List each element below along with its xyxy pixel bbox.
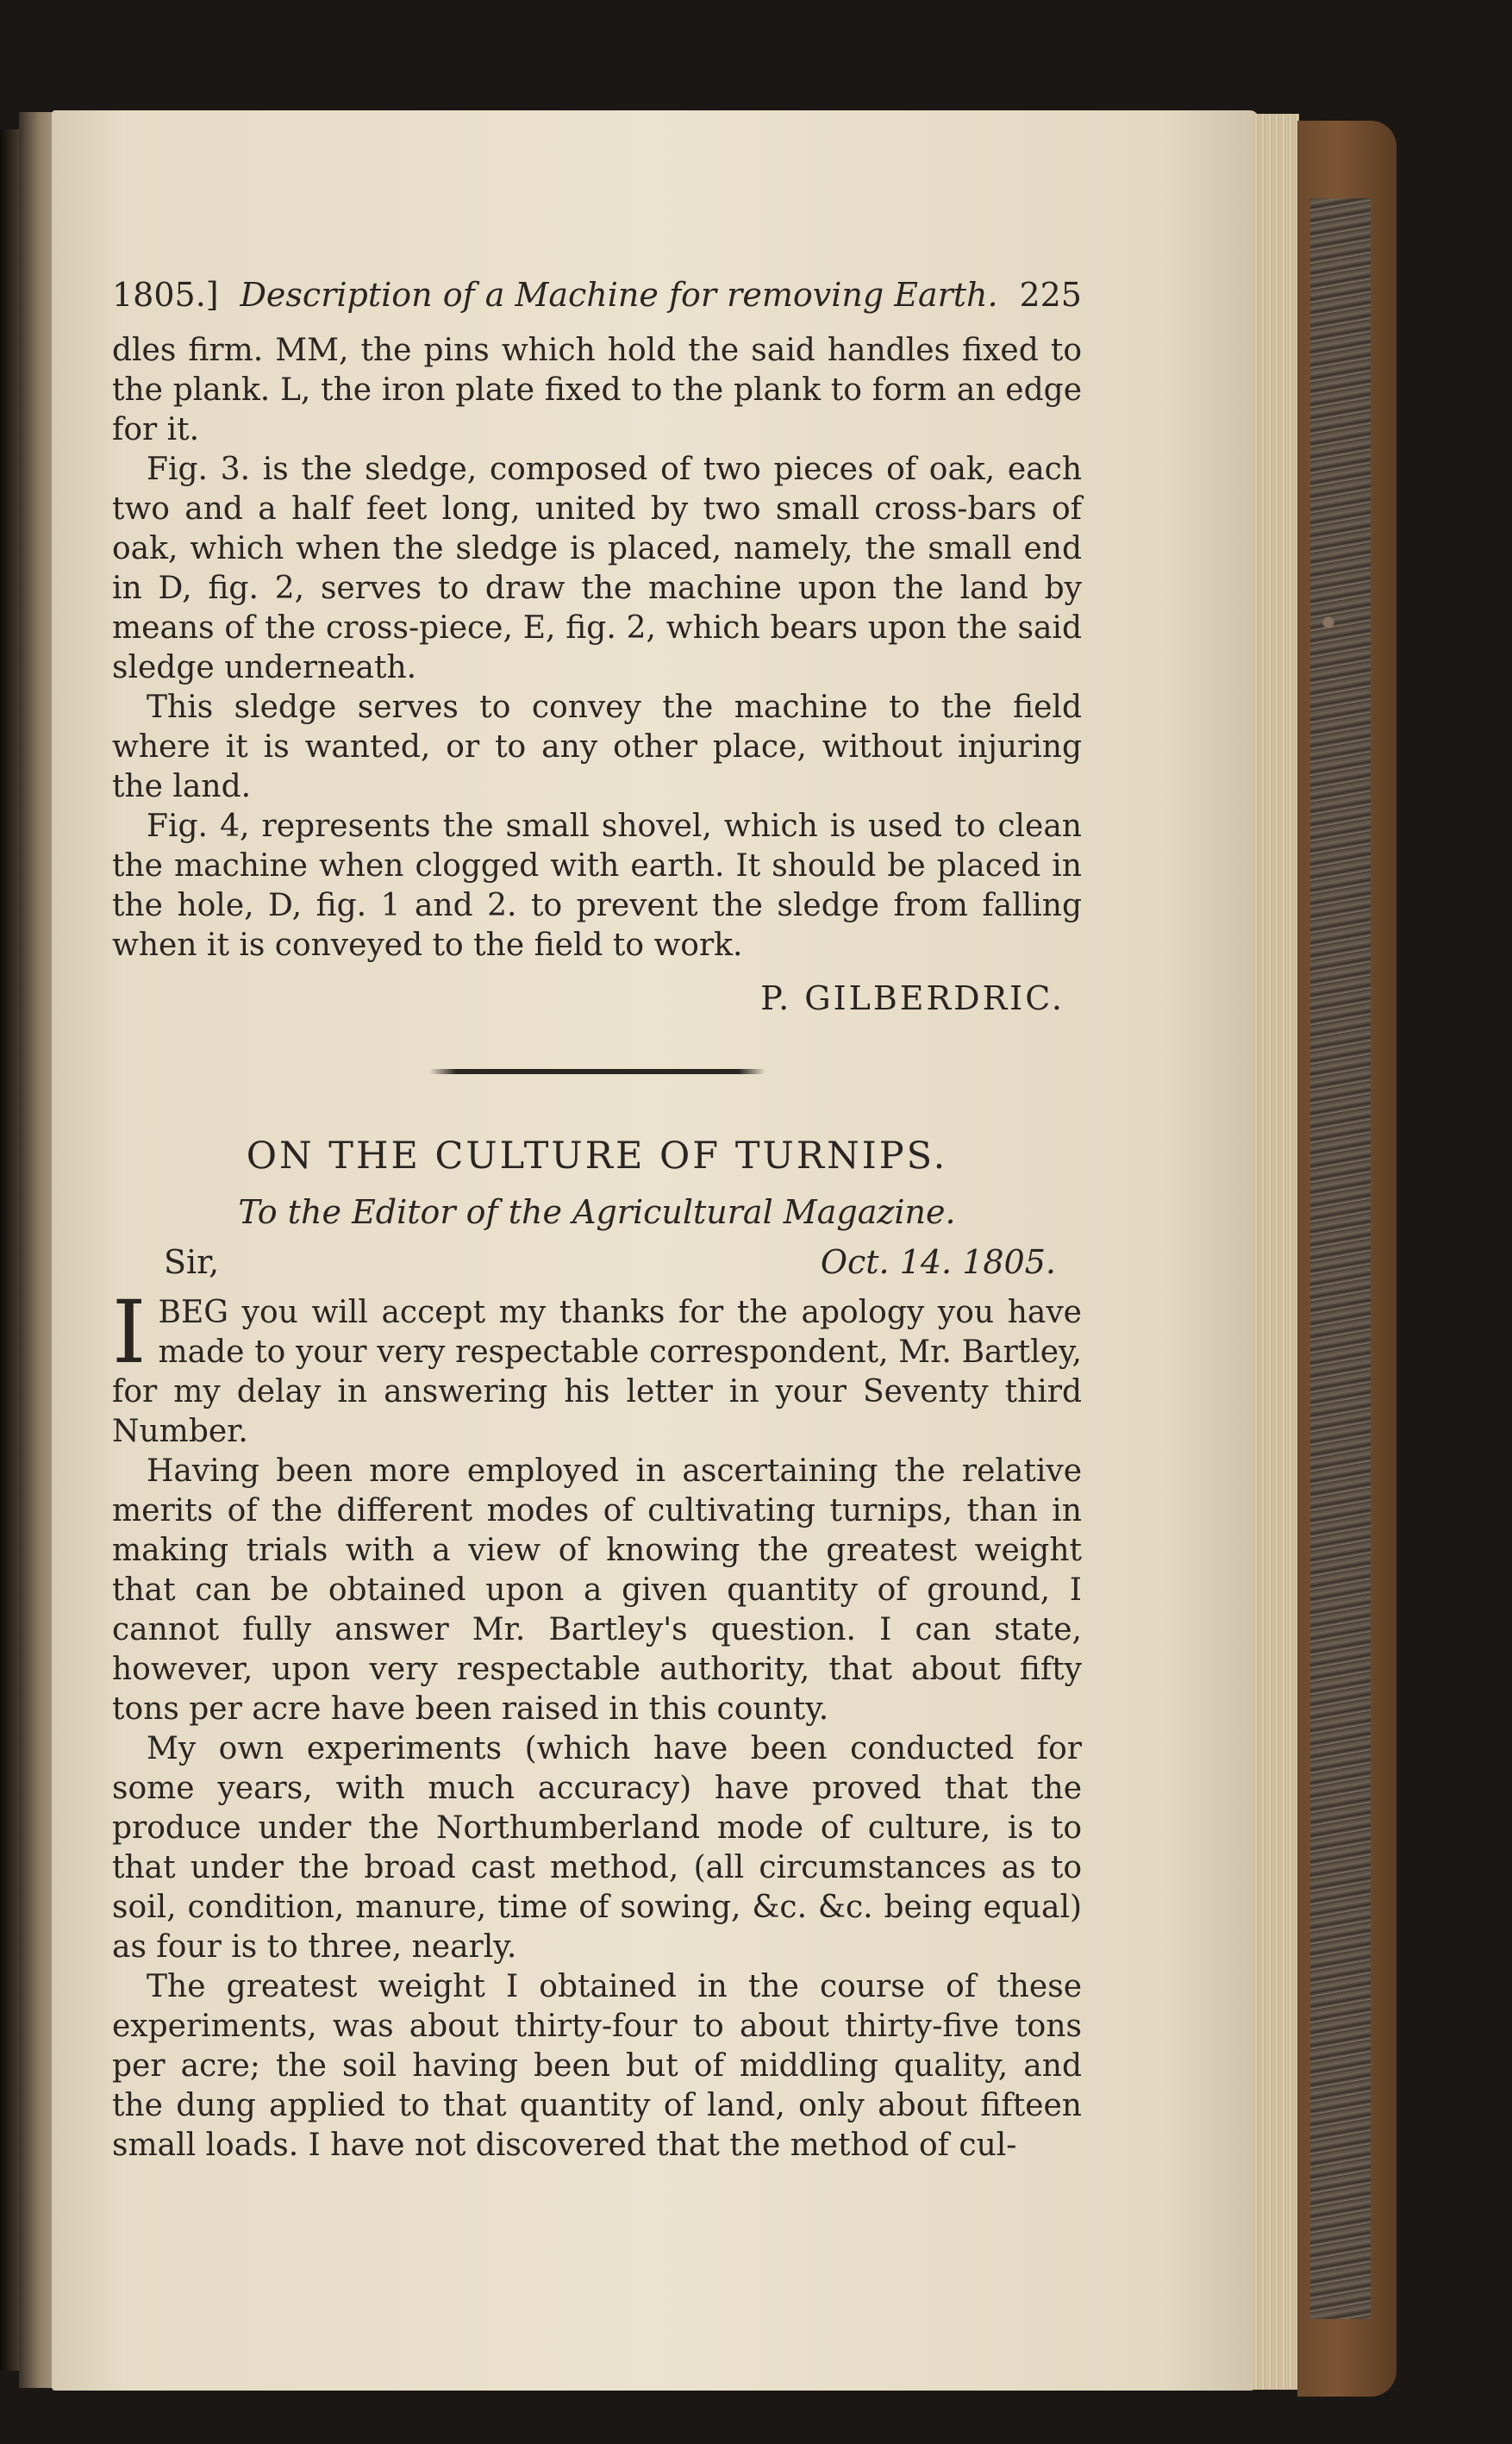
paragraph-experiments: My own experiments (which have been conducted for some years, with much accuracy) have proved that the produce under the Northumberland mode of culture, is to that under the broad cast method, (all circumstances as to soil, condition, manure, time of sowing, &c. &c. being equal) as four is to three, nearly.: [112, 1731, 1082, 1965]
running-header: [112, 276, 1082, 314]
page-number: 225: [1019, 276, 1082, 314]
page-edges: [1252, 114, 1299, 2390]
salutation: Sir,: [164, 1243, 220, 1281]
paragraph-sledge: Fig. 3. is the sledge, composed of two pieces of oak, each two and a half feet long, united by two small cross-bars of oak, which when the sledge is placed, namely, the small end in D, fig. 2, serves to draw the machine upon the land by means of the cross-piece, E, fig. 2, which bears upon the said sledge underneath.: [112, 452, 1082, 685]
paragraph-greatest-weight: The greatest weight I obtained in the course of these experiments, was about thirty-four to about thirty-five tons per acre; the soil having been but of middling quality, and the dung applied to that quantity of land, only about fifteen small loads. I have not discovered that the method of cul-: [112, 1969, 1082, 2163]
article-heading: ON THE CULTURE OF TURNIPS.: [246, 1134, 948, 1178]
paragraph-shovel: Fig. 4, represents the small shovel, which is used to clean the machine when clogged with earth. It should be placed in the hole, D, fig. 1 and 2. to prevent the sledge from falling when it is conveyed to the field to work.: [112, 809, 1082, 963]
page-content: [112, 276, 1082, 2166]
paragraph-opening: [112, 1282, 1082, 1452]
paragraph-sledge-use: This sledge serves to convey the machine to the field where it is wanted, or to any other place, without injuring the land.: [112, 690, 1082, 804]
marbled-cover-texture: [1310, 198, 1371, 2319]
opening-text: BEG you will accept my thanks for the apology you have made to your very respectable correspondent, Mr. Bartley, for my delay in answering his letter in your Seventy third Number.: [112, 1295, 1082, 1449]
drop-cap: I: [112, 1282, 147, 1383]
paragraph-relative-merits: Having been more employed in ascertaining the relative merits of the different modes of cultivating turnips, than in making trials with a view of knowing the greatest weight that can be obtained upon a given quantity of ground, I cannot fully answer Mr. Bartley's question. I can state, however, upon very respectable authority, that about fifty tons per acre have been raised in this county.: [112, 1453, 1082, 1727]
paragraph-handles: dles firm. MM, the pins which hold the said handles fixed to the plank. L, the iron plate fixed to the plank to form an edge for it.: [112, 333, 1082, 447]
header-title: Description of a Machine for removing Earth.: [240, 276, 998, 314]
article-subheading: To the Editor of the Agricultural Magazine.: [238, 1193, 956, 1231]
section-divider: [429, 1069, 765, 1074]
signature: P. GILBERDRIC.: [760, 979, 1065, 1017]
header-year: 1805.]: [112, 276, 219, 314]
letter-date: Oct. 14. 1805.: [820, 1243, 1056, 1281]
salutation-line: [112, 1243, 1082, 1281]
